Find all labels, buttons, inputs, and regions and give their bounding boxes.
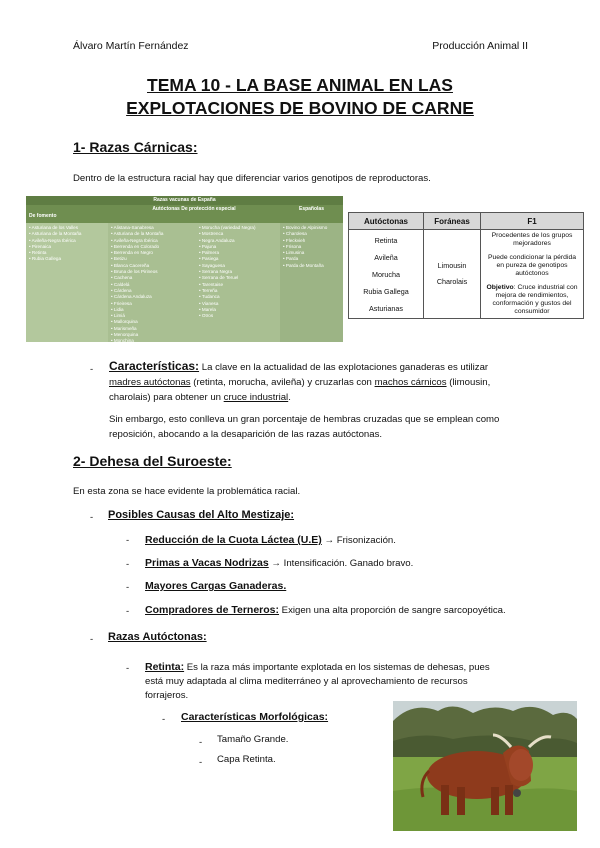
causa-item — [145, 579, 286, 594]
morfo-item: Capa Retinta. — [217, 754, 276, 765]
breed-list-item: • Lidia — [111, 307, 163, 313]
bullet-dash: - — [126, 663, 130, 674]
breed-list-item: • Pajuna — [199, 244, 256, 250]
breeds-table-title: Razas vacunas de España — [26, 196, 343, 205]
breed-list-item: • Serrana de Teruel — [199, 275, 256, 281]
breed-list-item: • Limiá — [111, 313, 163, 319]
breed-list-item: • Bruna de los Pirineos — [111, 269, 163, 275]
section1-heading: 1- Razas Cárnicas: — [73, 139, 198, 155]
bullet-dash: - — [90, 512, 94, 523]
caracteristicas-label: Características: — [109, 359, 200, 373]
breed-list-item: • Berrenda en Negro — [111, 250, 163, 256]
section1-intro: Dentro de la estructura racial hay que diferenciar varios genotipos de reproductoras. — [73, 173, 431, 184]
madres-autoctonas: madres autóctonas — [109, 377, 191, 388]
breed-list-item: • Cárdena Andaluza — [111, 294, 163, 300]
f1-description-cell — [481, 230, 584, 319]
breed-avilena: Avileña — [374, 252, 398, 262]
causa-label: Primas a Vacas Nodrizas — [145, 557, 269, 569]
retinta-line3: forrajeros. — [145, 690, 189, 701]
page-title-line1: TEMA 10 - LA BASE ANIMAL EN LAS — [147, 75, 453, 95]
causa-item — [145, 556, 413, 571]
causa-text: Exigen una alta proporción de sangre sarcopoyética. — [279, 605, 506, 616]
breed-list-item: • Asturiana de la Montaña — [29, 231, 105, 237]
caracteristicas-text4: charolais) para obtener un — [109, 392, 224, 403]
causas-heading: Posibles Causas del Alto Mestizaje: — [108, 509, 295, 521]
breed-list-item: • Negra Andaluza — [199, 238, 256, 244]
f1-foraneas-cell — [424, 230, 481, 319]
bullet-dash: - — [162, 714, 166, 725]
caracteristicas-text2: (retinta, morucha, avileña) y cruzarlas con — [190, 377, 375, 388]
caracteristicas-text5: . — [288, 392, 291, 403]
caracteristicas-paragraph — [109, 359, 529, 405]
header-course: Producción Animal II — [432, 40, 528, 52]
bullet-dash: - — [90, 634, 94, 645]
causa-item — [145, 533, 396, 548]
breeds-table-image — [26, 196, 343, 342]
bullet-dash: - — [199, 757, 203, 768]
causa-item — [145, 603, 506, 618]
section2-intro: En esta zona se hace evidente la problemática racial. — [73, 486, 301, 497]
breed-list-item: • Pasiega — [199, 256, 256, 262]
breed-list-item: • Frisona — [283, 244, 340, 250]
breed-list-item: • Avileña-Negra Ibérica — [111, 238, 163, 244]
breed-list-item: • Mallorquina — [111, 319, 163, 325]
cruce-industrial: cruce industrial — [223, 392, 289, 403]
f1-autoctonas-cell — [349, 230, 424, 319]
retinta-paragraph — [145, 660, 525, 703]
breeds-col-proteccion — [108, 205, 280, 342]
header-author: Álvaro Martín Fernández — [73, 40, 189, 52]
breed-list-item: • Charolesa — [283, 231, 340, 237]
causa-label: Mayores Cargas Ganaderas. — [145, 580, 287, 592]
razas-autoctonas-heading: Razas Autóctonas: — [108, 631, 207, 643]
breed-list-item: • Bovino de Alpinismo — [283, 225, 340, 231]
bullet-dash: - — [126, 606, 130, 617]
section2-heading: 2- Dehesa del Suroeste: — [73, 453, 232, 469]
f1-header-f1: F1 — [481, 213, 584, 230]
breeds-col1-head: De fomento — [26, 205, 108, 223]
breed-list-item: • Frieiresa — [111, 301, 163, 307]
breed-list-item: • Blanca Cacereña — [111, 263, 163, 269]
breed-list-item: • Avileña-Negra Ibérica — [29, 238, 105, 244]
f1-line2: Puede condicionar la pérdida en pureza de genotipos autóctonos — [487, 254, 577, 277]
breed-list-item: • Sayaguesa — [199, 263, 256, 269]
breed-list-item: • Tudanca — [199, 294, 256, 300]
breed-list-item: • Asturiana de la Montaña — [111, 231, 163, 237]
f1-header-autoctonas: Autóctonas — [349, 213, 424, 230]
breed-charolais: Charolais — [436, 277, 468, 286]
f1-objetivo-label: Objetivo — [486, 284, 514, 291]
breeds-col2-head: Autóctonas De protección especial — [108, 205, 280, 223]
breed-list-item: • Otros — [199, 313, 256, 319]
bullet-dash: - — [126, 535, 130, 546]
breed-morucha: Morucha — [372, 269, 400, 279]
breeds-col-espanolas — [280, 205, 343, 342]
retinta-line2: está muy adaptada al clima mediterráneo y al aprovechamiento de recursos — [145, 676, 468, 687]
f1-table — [348, 212, 584, 319]
breeds-col-fomento — [26, 205, 108, 342]
breed-list-item: • Berrenda en Colorado — [111, 244, 163, 250]
breed-list-item: • Limusina — [283, 250, 340, 256]
f1-objetivo — [485, 284, 579, 316]
breed-list-item: • Morucha (variedad Negra) — [199, 225, 256, 231]
morfo-heading: Características Morfológicas: — [181, 711, 329, 723]
caracteristicas-text1: La clave en la actualidad de las explotaciones ganaderas es utilizar — [199, 362, 489, 373]
breed-list-item: • Parda — [283, 256, 340, 262]
breed-list-item: • Asturiana de los Valles — [29, 225, 105, 231]
breed-retinta: Retinta — [374, 235, 398, 245]
causa-label: Compradores de Terneros: — [145, 604, 280, 616]
breed-list-item: • Tarentaise — [199, 282, 256, 288]
machos-carnicos: machos cárnicos — [374, 377, 447, 388]
breed-list-item: • Mostrenca — [199, 231, 256, 237]
breed-rubia-gallega: Rubia Gallega — [363, 286, 409, 296]
f1-header-foraneas: Foráneas — [424, 213, 481, 230]
morfo-item: Tamaño Grande. — [217, 734, 289, 745]
breed-list-item: • Cárdena — [111, 288, 163, 294]
causa-text: → Frisonización. — [321, 535, 396, 546]
caracteristicas-paragraph2 — [109, 412, 499, 442]
breed-list-item: • Menorquina — [111, 332, 163, 338]
causa-label: Reducción de la Cuota Láctea (U.E) — [145, 534, 322, 546]
bullet-dash: - — [90, 364, 94, 375]
breed-asturianas: Asturianas — [369, 303, 403, 313]
breed-list-item: • Pirenaica — [29, 244, 105, 250]
breed-list-item: • Betizu — [111, 256, 163, 262]
retinta-bull-photo — [393, 701, 577, 831]
breed-list-item: • Alistana-Sanabresa — [111, 225, 163, 231]
breed-list-item: • Caldelá — [111, 282, 163, 288]
bullet-dash: - — [126, 559, 130, 570]
retinta-line1: Es la raza más importante explotada en los sistemas de dehesas, pues — [184, 662, 490, 673]
breed-list-item: • Retinta — [29, 250, 105, 256]
breed-list-item: • Palmera — [199, 250, 256, 256]
breed-list-item: • Marela — [199, 307, 256, 313]
breed-list-item: • Fleckvieh — [283, 238, 340, 244]
breed-list-item: • Serrana Negra — [199, 269, 256, 275]
breed-list-item: • Parda de Montaña — [283, 263, 340, 269]
breed-list-item: • Cachena — [111, 275, 163, 281]
retinta-label: Retinta: — [145, 661, 185, 673]
bullet-dash: - — [199, 737, 203, 748]
page-title-line2: EXPLOTACIONES DE BOVINO DE CARNE — [126, 98, 474, 118]
breed-list-item: • Monchina — [111, 338, 163, 342]
f1-line1: Procedentes de los grupos mejoradores — [491, 232, 573, 247]
caracteristicas-p2-line1: Sin embargo, esto conlleva un gran porcentaje de hembras cruzadas que se emplean como — [109, 414, 500, 425]
breed-limousin: Limousin — [437, 261, 467, 270]
bullet-dash: - — [126, 582, 130, 593]
f1-objetivo-text: : Cruce industrial con mejora de rendimientos, conformación y gustos del consumidor — [492, 284, 578, 315]
breed-list-item: • Vianesa — [199, 301, 256, 307]
breed-list-item: • Marismeña — [111, 326, 163, 332]
caracteristicas-text3: (limousin, — [446, 377, 491, 388]
breed-list-item: • Rubia Gallega — [29, 256, 105, 262]
breeds-col3-head: Españolas — [280, 205, 343, 223]
caracteristicas-p2-line2: reposición, abocando a la desaparición de las razas autóctonas. — [109, 429, 383, 440]
breed-list-item: • Terreña — [199, 288, 256, 294]
causa-text: → Intensificación. Ganado bravo. — [268, 558, 414, 569]
